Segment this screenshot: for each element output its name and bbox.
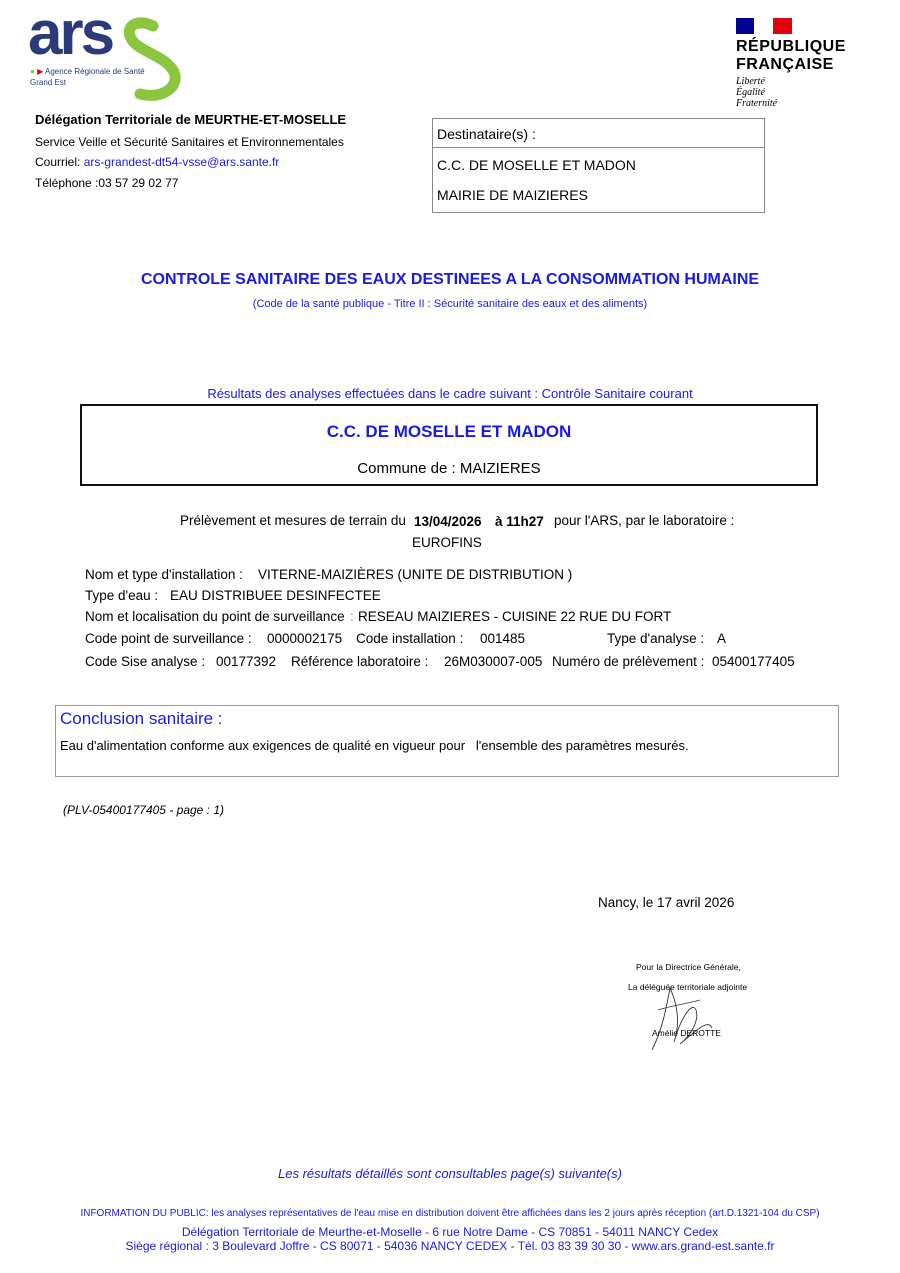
email-label: Courriel: (35, 155, 81, 169)
signature-name: Amélie DEROTTE (652, 1028, 721, 1038)
recipients-box (432, 118, 765, 213)
motto-egalite: Égalité (736, 87, 765, 98)
handwritten-signature (640, 980, 730, 1055)
sub-title: (Code de la santé publique - Titre II : Sécurité sanitaire des eaux et des aliments) (252, 298, 648, 310)
commune-box (80, 404, 818, 486)
code-installation-label: Code installation : (356, 631, 464, 646)
signature-block (620, 960, 750, 1060)
lab-reference-label: Référence laboratoire : (291, 654, 429, 669)
ars-logo-region: Grand Est (30, 78, 67, 87)
lab-reference-value: 26M030007-005 (444, 654, 543, 669)
collectivity-name: C.C. DE MOSELLE ET MADON (326, 422, 572, 441)
place-date: Nancy, le 17 avril 2026 (598, 895, 735, 910)
lab-name: EUROFINS (412, 535, 482, 550)
conclusion-text: Eau d'alimentation conforme aux exigences de qualité en vigueur pour l'ensemble des paramètres mesurés. (60, 738, 689, 753)
commune-name: Commune de : MAIZIERES (357, 460, 541, 477)
signature-line1: Pour la Directrice Générale, (636, 962, 741, 972)
installation-label: Nom et type d'installation : (85, 567, 243, 582)
analysis-type-label: Type d'analyse : (607, 631, 705, 646)
logo-line1: RÉPUBLIQUE (736, 38, 846, 55)
ars-logo-text: ars (28, 0, 113, 68)
surveillance-point-separator: : (350, 609, 354, 624)
sender-delegation: Délégation Territoriale de MEURTHE-ET-MOSELLE (35, 112, 347, 127)
motto-liberte: Liberté (736, 76, 765, 87)
sample-number-label: Numéro de prélèvement : (552, 654, 705, 669)
conclusion-box (55, 705, 839, 777)
logo-line2: FRANÇAISE (736, 56, 834, 73)
code-installation-value: 001485 (480, 631, 526, 646)
recipient-item: MAIRIE DE MAIZIERES (437, 187, 588, 203)
sise-label: Code Sise analyse : (85, 654, 206, 669)
sampling-suffix: pour l'ARS, par le laboratoire : (554, 513, 735, 528)
email-link[interactable]: ars-grandest-dt54-vsse@ars.sante.fr (83, 155, 280, 169)
recipient-item: C.C. DE MOSELLE ET MADON (437, 157, 636, 173)
sender-service: Service Veille et Sécurité Sanitaires et Environnementales (35, 135, 344, 149)
surveillance-point-label: Nom et localisation du point de surveillance (85, 609, 345, 624)
sampling-time: à 11h27 (495, 514, 544, 529)
main-title: CONTROLE SANITAIRE DES EAUX DESTINEES A LA CONSOMMATION HUMAINE (140, 271, 760, 288)
ars-logo (28, 0, 188, 104)
sender-email-line (35, 155, 279, 169)
sample-number-value: 05400177405 (712, 654, 795, 669)
water-type-value: EAU DISTRIBUEE DESINFECTEE (170, 588, 381, 603)
sise-value: 00177392 (216, 654, 277, 669)
page-reference: (PLV-05400177405 - page : 1) (63, 803, 225, 817)
republique-francaise-logo (736, 18, 876, 110)
code-point-value: 0000002175 (267, 631, 343, 646)
code-point-label: Code point de surveillance : (85, 631, 252, 646)
installation-value: VITERNE-MAIZIÈRES (UNITE DE DISTRIBUTION ) (258, 567, 573, 582)
french-flag-icon (736, 18, 792, 34)
footer-address-delegation: Délégation Territoriale de Meurthe-et-Moselle - 6 rue Notre Dame - CS 70851 - 54011 NANCY Cedex (181, 1225, 719, 1239)
ars-logo-agency: ● ▶ Agence Régionale de Santé (30, 67, 145, 76)
recipients-label: Destinataire(s) : (433, 119, 764, 148)
footer-address-headquarters: Siège régional : 3 Boulevard Joffre - CS 80071 - 54036 NANCY CEDEX - Tél. 03 83 39 30 30 - www.ars.grand-est.sante.fr (125, 1239, 775, 1253)
public-information: INFORMATION DU PUBLIC: les analyses représentatives de l'eau mise en distribution doivent être affichées dans les 2 jours après réception (art.D.1321-104 du CSP) (80, 1208, 820, 1219)
analysis-context: Résultats des analyses effectuées dans le cadre suivant : Contrôle Sanitaire courant (207, 386, 693, 401)
conclusion-title: Conclusion sanitaire : (60, 709, 223, 728)
analysis-type-value: A (717, 631, 727, 646)
results-note: Les résultats détaillés sont consultables page(s) suivante(s) (278, 1166, 622, 1181)
surveillance-point-value: RESEAU MAIZIERES - CUISINE 22 RUE DU FORT (358, 609, 672, 624)
sampling-prefix: Prélèvement et mesures de terrain du (180, 513, 406, 528)
signature-line2: La déléguée territoriale adjointe (628, 982, 748, 992)
motto-fraternite: Fraternité (736, 98, 778, 109)
sender-phone: Téléphone :03 57 29 02 77 (35, 176, 179, 190)
water-type-label: Type d'eau : (85, 588, 159, 603)
sampling-date: 13/04/2026 (414, 514, 482, 529)
logo-motto (736, 76, 777, 109)
